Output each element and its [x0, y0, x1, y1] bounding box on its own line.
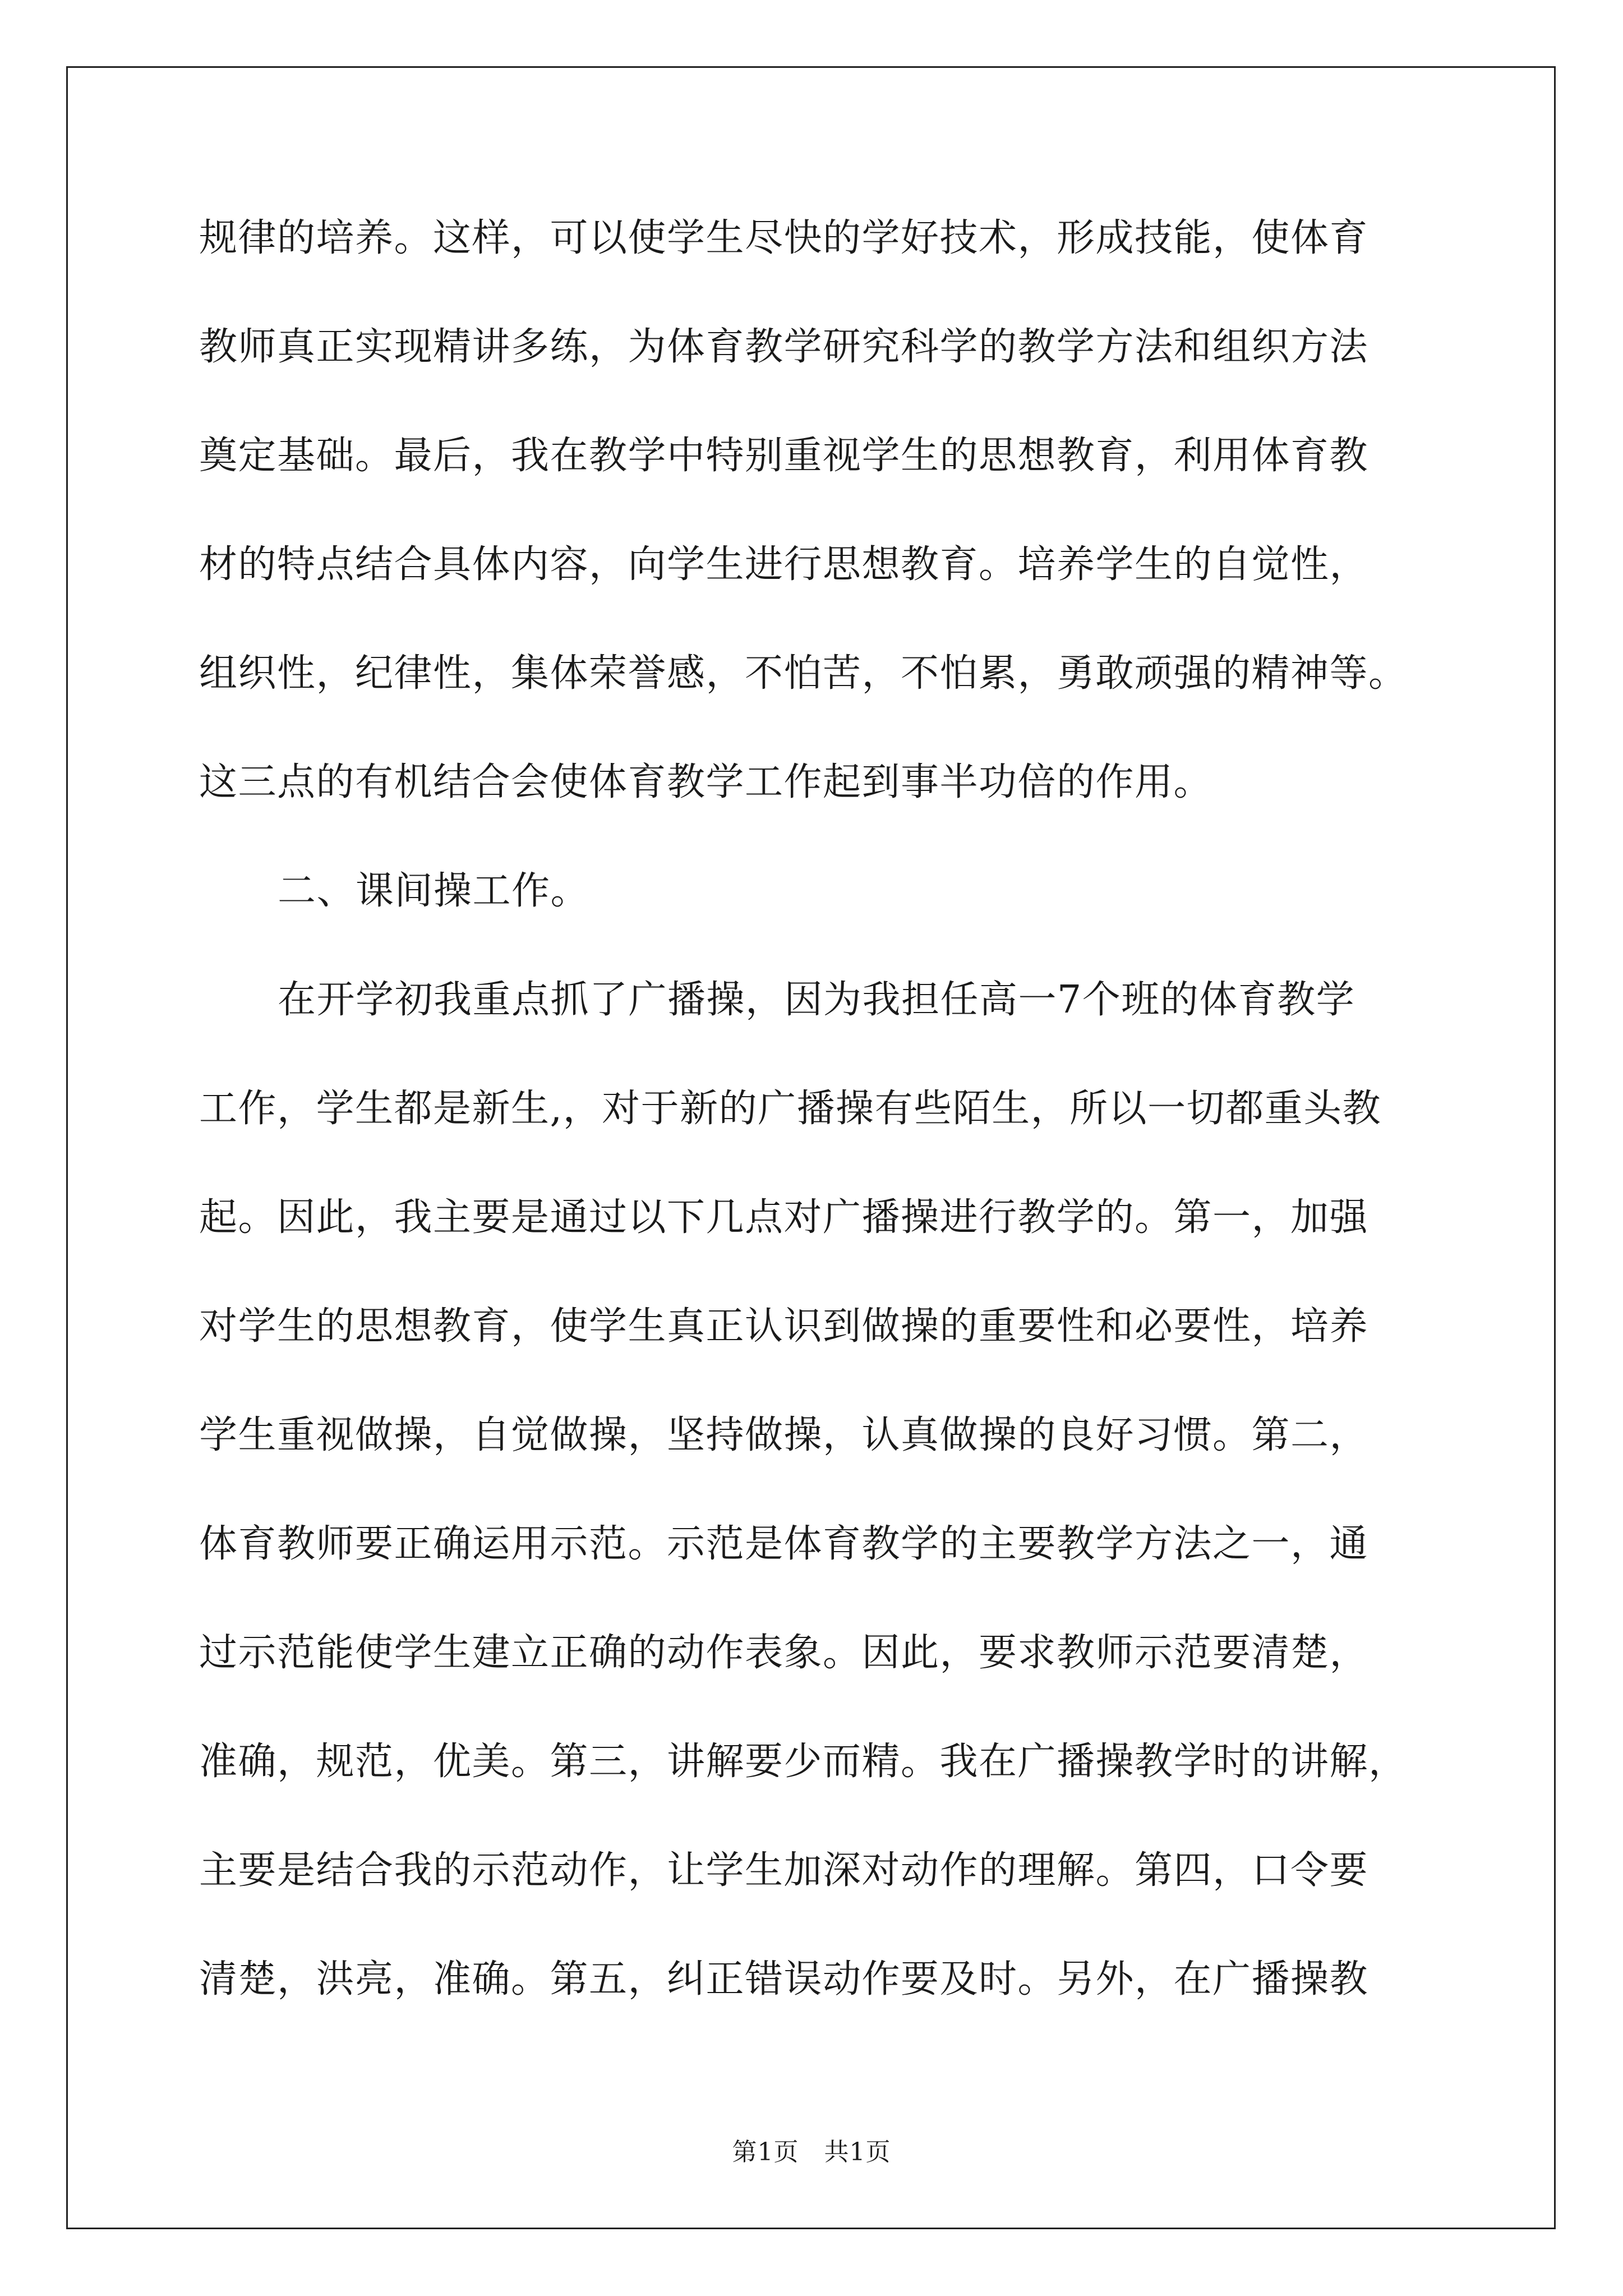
- text-line: 过示范能使学生建立正确的动作表象。因此，要求教师示范要清楚，: [199, 1631, 1369, 1675]
- text-line: 主要是结合我的示范动作，让学生加深对动作的理解。第四，口令要: [199, 1848, 1369, 1893]
- text-line: 二、课间操工作。: [278, 869, 590, 913]
- page-footer: 第1页 共1页: [732, 2138, 891, 2166]
- text-line: 教师真正实现精讲多练，为体育教学研究科学的教学方法和组织方法: [199, 325, 1369, 369]
- text-line: 工作，学生都是新生,，对于新的广播操有些陌生，所以一切都重头教: [199, 1087, 1382, 1131]
- text-line: 准确，规范，优美。第三，讲解要少而精。我在广播操教学时的讲解，: [199, 1740, 1408, 1784]
- text-line: 材的特点结合具体内容，向学生进行思想教育。培养学生的自觉性，: [199, 542, 1369, 587]
- text-line: 在开学初我重点抓了广播操，因为我担任高一7个班的体育教学: [278, 978, 1355, 1022]
- document-body: [199, 210, 1436, 2060]
- text-line: 起。因此，我主要是通过以下几点对广播操进行教学的。第一，加强: [199, 1195, 1369, 1240]
- text-line: 体育教师要正确运用示范。示范是体育教学的主要教学方法之一，通: [199, 1522, 1369, 1566]
- text-line: 组织性，纪律性，集体荣誉感，不怕苦，不怕累，勇敢顽强的精神等。: [199, 651, 1408, 696]
- text-line: 清楚，洪亮，准确。第五，纠正错误动作要及时。另外，在广播操教: [199, 1957, 1369, 2001]
- text-line: 这三点的有机结合会使体育教学工作起到事半功倍的作用。: [199, 760, 1213, 804]
- text-line: 奠定基础。最后，我在教学中特别重视学生的思想教育，利用体育教: [199, 434, 1369, 478]
- text-line: 学生重视做操，自觉做操，坚持做操，认真做操的良好习惯。第二，: [199, 1413, 1369, 1457]
- text-line: 规律的培养。这样，可以使学生尽快的学好技术，形成技能，使体育: [199, 216, 1369, 260]
- text-line: 对学生的思想教育，使学生真正认识到做操的重要性和必要性，培养: [199, 1304, 1369, 1349]
